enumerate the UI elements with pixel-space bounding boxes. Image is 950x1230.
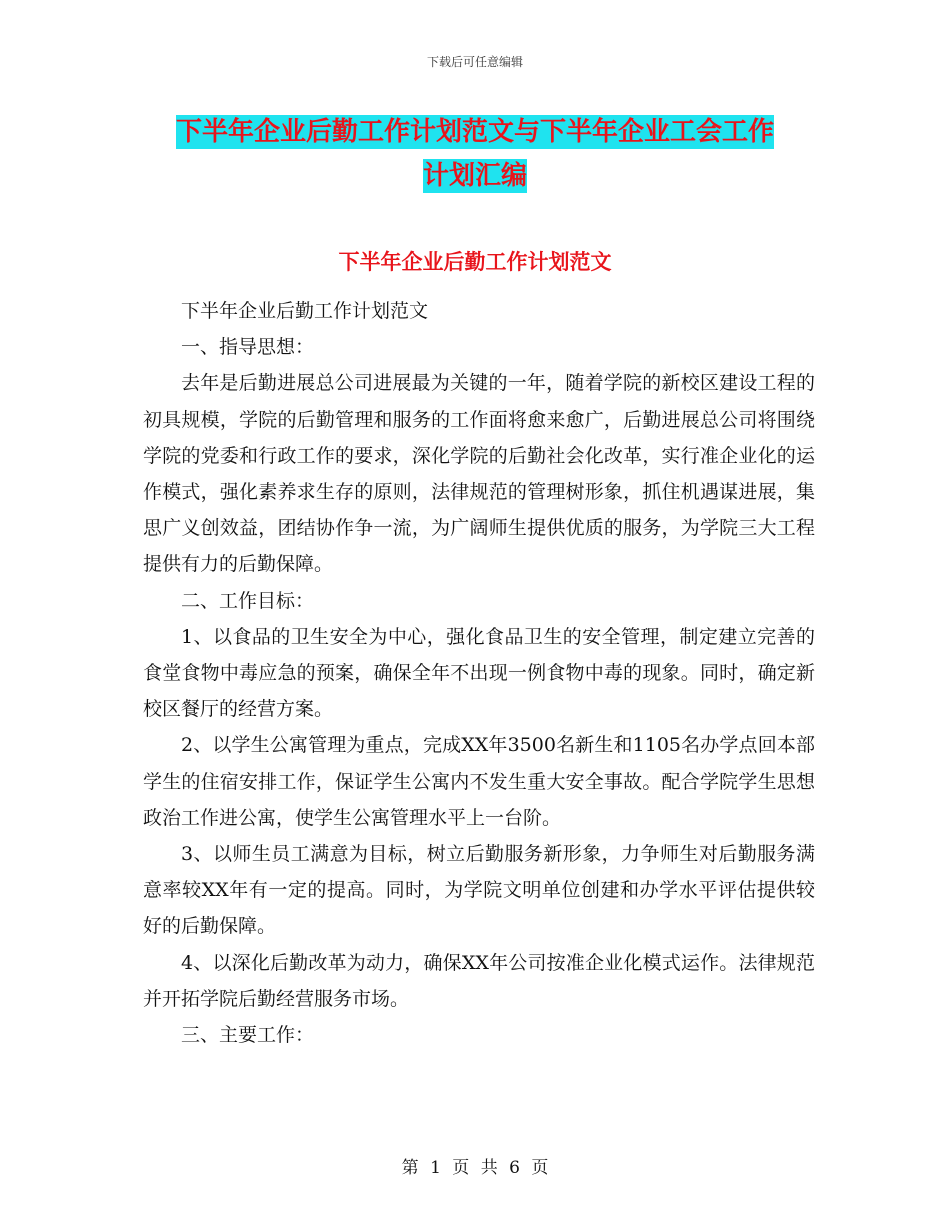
- paragraph: 2、以学生公寓管理为重点，完成XX年3500名新生和1105名办学点回本部学生的住宿安排工作，保证学生公寓内不发生重大安全事故。配合学院学生思想政治工作进公寓，使学生公寓管理水平上一台阶。: [143, 734, 815, 829]
- paragraph: 3、以师生员工满意为目标，树立后勤服务新形象，力争师生对后勤服务满意率较XX年有一定的提高。同时，为学院文明单位创建和办学水平评估提供较好的后勤保障。: [143, 843, 815, 938]
- body-text: [143, 293, 815, 1053]
- title-line-2: 计划汇编: [422, 161, 527, 191]
- section-title: 下半年企业后勤工作计划范文: [338, 250, 612, 274]
- page-footer: 第 1 页 共 6 页: [401, 1158, 549, 1178]
- paragraph: 二、工作目标：: [181, 589, 315, 612]
- paragraph: 下半年企业后勤工作计划范文: [181, 300, 429, 322]
- header-note: 下载后可任意编辑: [426, 55, 523, 69]
- paragraph: 1、以食品的卫生安全为中心，强化食品卫生的安全管理，制定建立完善的食堂食物中毒应急的预案，确保全年不出现一例食物中毒的现象。同时，确定新校区餐厅的经营方案。: [143, 625, 815, 721]
- paragraph: 一、指导思想：: [181, 336, 315, 359]
- document-title: [0, 110, 950, 198]
- paragraph: 三、主要工作：: [181, 1024, 315, 1047]
- title-line-1: 下半年企业后勤工作计划范文与下半年企业工会工作: [175, 117, 774, 147]
- paragraph: 去年是后勤进展总公司进展最为关键的一年，随着学院的新校区建设工程的初具规模，学院的后勤管理和服务的工作面将愈来愈广，后勤进展总公司将围绕学院的党委和行政工作的要求，深化学院的后勤社会化改革，实行准企业化的运作模式，强化素养求生存的原则，法律规范的管理树形象，抓住机遇谋进展，集思广义创效益，团结协作争一流，为广阔师生提供优质的服务，为学院三大工程提供有力的后勤保障。: [143, 372, 815, 576]
- paragraph: 4、以深化后勤改革为动力，确保XX年公司按准企业化模式运作。法律规范并开拓学院后勤经营服务市场。: [143, 951, 815, 1010]
